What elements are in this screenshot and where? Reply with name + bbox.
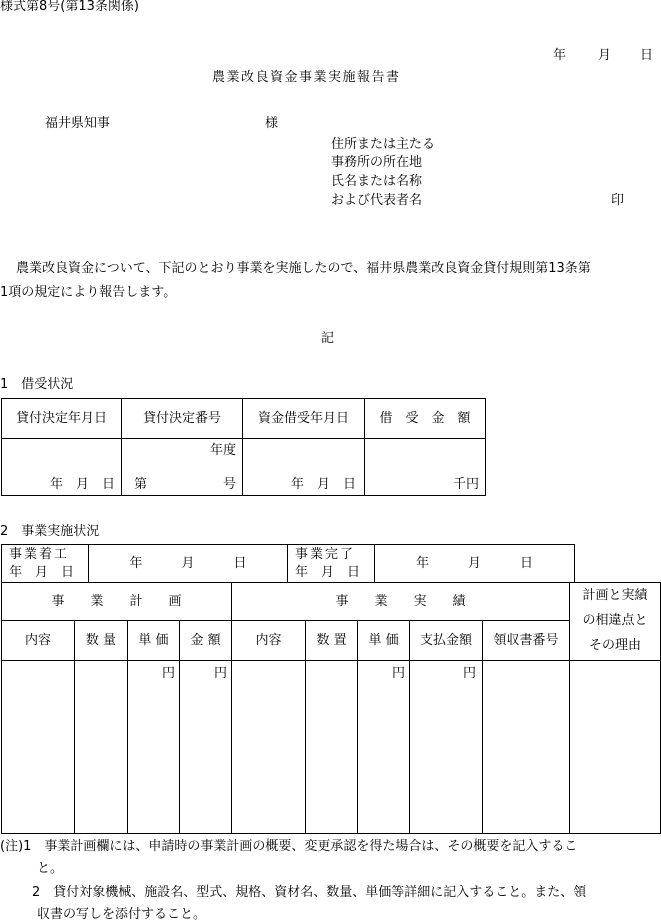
diff-reason-cell (570, 661, 661, 834)
nendo-label: 年度 (209, 443, 236, 458)
applicant-line1: 住所または主たる (331, 137, 436, 152)
result-paid-amount-cell (410, 661, 483, 834)
plan-result-table (1, 582, 661, 834)
end-date-cell: 年 月 日 (375, 545, 575, 583)
plan-header: 事 業 計 画 (2, 583, 232, 621)
date-day: 日 (640, 48, 654, 63)
applicant-line4: および代表者名 (331, 193, 423, 208)
plan-content-cell (2, 661, 75, 834)
diff-header-cell (570, 583, 661, 661)
header-loan-decision-date: 貸付決定年月日 (2, 399, 122, 439)
result-paid-amount-yen: 円 (463, 666, 477, 681)
borrowing-table (1, 398, 486, 496)
plan-unit-price-yen: 円 (161, 666, 175, 681)
plan-unit-price-cell (128, 661, 180, 834)
seal-mark: 印 (611, 193, 625, 208)
go-label: 号 (222, 477, 236, 492)
header-loan-decision-number: 貸付決定番号 (122, 399, 243, 439)
loan-decision-date-ymd: 年 月 日 (49, 477, 115, 492)
project-dates-table (1, 544, 575, 583)
diff-header-line3: その理由 (589, 637, 642, 653)
result-header: 事 業 実 績 (232, 583, 570, 621)
plan-amount-yen: 円 (214, 666, 228, 681)
plan-quantity-cell (75, 661, 128, 834)
loan-decision-date-cell (2, 439, 122, 496)
note2-line2: 収書の写しを添付すること。 (37, 907, 207, 922)
form-label: 様式第8号(第13条関係) (0, 0, 139, 14)
applicant-line3: 氏名または名称 (331, 174, 423, 189)
applicant-line2: 事務所の所在地 (331, 155, 423, 170)
plan-col-unit-price: 単 価 (128, 621, 180, 661)
result-col-unit-price: 単 価 (358, 621, 410, 661)
ki-mark: 記 (321, 331, 335, 346)
result-unit-price-cell (358, 661, 410, 834)
note2-line1: 2 貸付対象機械、施設名、型式、規格、資材名、数量、単価等詳細に記入すること。また、領 (32, 885, 587, 900)
result-col-paid-amount: 支払金額 (410, 621, 483, 661)
note1-line1: (注)1 事業計画欄には、申請時の事業計画の概要、変更承認を得た場合は、その概要を記入するこ (0, 839, 578, 854)
start-label-line1: 事業着工 (9, 546, 70, 562)
end-label-line1: 事業完了 (295, 546, 356, 562)
start-label-cell (2, 545, 89, 583)
start-label-line2: 年 月 日 (9, 564, 75, 580)
plan-col-amount: 金 額 (180, 621, 232, 661)
addressee-name: 福井県知事 (45, 116, 111, 131)
start-date-cell: 年 月 日 (89, 545, 288, 583)
result-quantity-cell (306, 661, 358, 834)
date-month: 月 (598, 48, 612, 63)
plan-amount-cell (180, 661, 232, 834)
result-col-quantity: 数 置 (306, 621, 358, 661)
end-label-cell (288, 545, 375, 583)
fund-borrow-date-cell (243, 439, 365, 496)
borrow-amount-cell (365, 439, 486, 496)
date-year: 年 (553, 48, 567, 63)
header-borrow-amount: 借 受 金 額 (365, 399, 486, 439)
diff-header-line1: 計画と実績 (582, 588, 648, 604)
fund-borrow-date-ymd: 年 月 日 (290, 477, 356, 492)
loan-decision-number-cell (122, 439, 243, 496)
plan-col-content: 内容 (2, 621, 75, 661)
body-text-line2: 1項の規定により報告します。 (0, 285, 177, 300)
header-fund-borrow-date: 資金借受年月日 (243, 399, 365, 439)
end-label-line2: 年 月 日 (295, 564, 361, 580)
body-text-line1: 農業改良資金について、下記のとおり事業を実施したので、福井県農業改良資金貸付規則第13条第 (16, 261, 591, 276)
section2-heading: 2 事業実施状況 (0, 524, 100, 539)
result-content-cell (232, 661, 306, 834)
plan-col-quantity: 数 量 (75, 621, 128, 661)
result-unit-price-yen: 円 (392, 666, 406, 681)
addressee-honorific: 様 (265, 116, 279, 131)
amount-unit: 千円 (452, 477, 479, 492)
page-title: 農業改良資金事業実施報告書 (212, 70, 401, 85)
result-col-content: 内容 (232, 621, 306, 661)
result-col-receipt-number: 領収書番号 (483, 621, 570, 661)
result-receipt-number-cell (483, 661, 570, 834)
note1-line2: と。 (37, 861, 64, 876)
dai-label: 第 (134, 477, 148, 492)
section1-heading: 1 借受状況 (0, 377, 74, 392)
diff-header-line2: の相違点と (582, 613, 648, 629)
